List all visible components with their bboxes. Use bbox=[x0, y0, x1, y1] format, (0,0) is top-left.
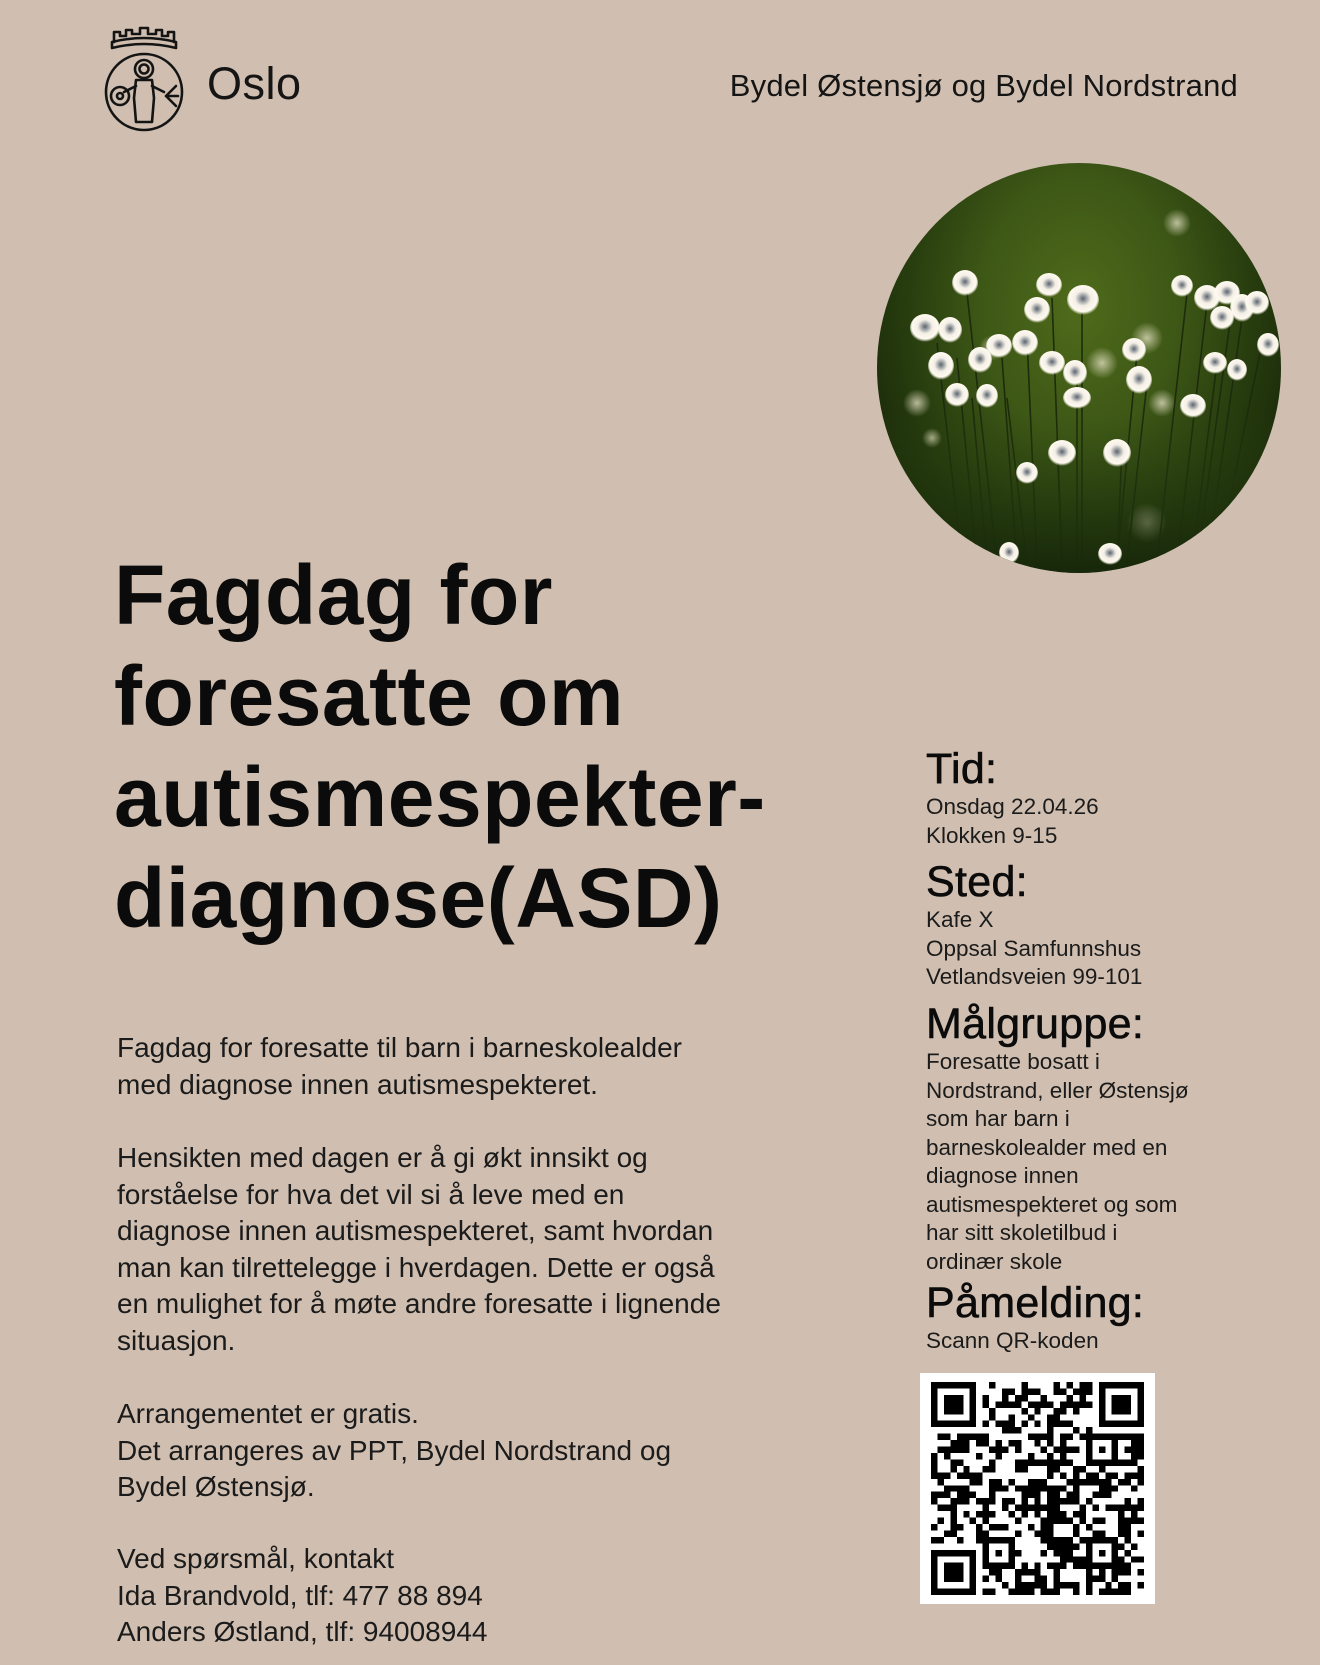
qr-code-icon bbox=[931, 1382, 1144, 1595]
text-line: Det arrangeres av PPT, Bydel Nordstrand og bbox=[117, 1434, 672, 1466]
oslo-coat-of-arms-logo bbox=[96, 22, 192, 132]
text-line: man kan tilrettelegge i hverdagen. Dette er også bbox=[117, 1251, 715, 1283]
contact-ida: Ida Brandvold, tlf: 477 88 894 bbox=[117, 1579, 483, 1611]
time-heading: Tid: bbox=[926, 745, 998, 793]
contact-anders: Anders Østland, tlf: 94008944 bbox=[117, 1616, 488, 1647]
text-line: forståelse for hva det vil si å leve med en bbox=[117, 1178, 625, 1210]
text-line: diagnose innen bbox=[926, 1163, 1079, 1188]
title-line: foresatte om bbox=[114, 649, 625, 743]
text-line: Arrangementet er gratis. bbox=[117, 1398, 419, 1429]
registration-qr-code[interactable] bbox=[920, 1373, 1155, 1604]
organizer-paragraph bbox=[117, 1396, 817, 1506]
info-time bbox=[926, 745, 1226, 850]
registration-instruction: Scann QR-koden bbox=[926, 1328, 1099, 1353]
text-line: Nordstrand, eller Østensjø bbox=[926, 1077, 1189, 1103]
place-heading: Sted: bbox=[926, 858, 1028, 906]
text-line: autismespekteret og som bbox=[926, 1191, 1178, 1217]
text-line: Bydel Østensjø. bbox=[117, 1471, 315, 1502]
title-line: diagnose(ASD) bbox=[114, 851, 723, 945]
info-place bbox=[926, 858, 1226, 992]
info-registration bbox=[926, 1279, 1226, 1356]
registration-heading: Påmelding: bbox=[926, 1279, 1145, 1327]
title-line: Fagdag for bbox=[114, 548, 553, 642]
title-line: autismespekter- bbox=[114, 750, 766, 844]
purpose-paragraph bbox=[117, 1140, 817, 1359]
text-line: Fagdag for foresatte til barn i barneskolealder bbox=[117, 1032, 682, 1063]
text-line: barneskolealder med en bbox=[926, 1134, 1168, 1160]
info-target-group bbox=[926, 1000, 1226, 1276]
text-line: med diagnose innen autismespekteret. bbox=[117, 1068, 598, 1100]
intro-paragraph bbox=[117, 1030, 817, 1103]
text-line: ordinær skole bbox=[926, 1248, 1063, 1274]
time: Klokken 9-15 bbox=[926, 822, 1058, 848]
text-line: som har barn i bbox=[926, 1106, 1070, 1131]
logo-wordmark: Oslo bbox=[207, 58, 302, 109]
building: Oppsal Samfunnshus bbox=[926, 935, 1142, 961]
text-line: diagnose innen autismespekteret, samt hvordan bbox=[117, 1215, 714, 1246]
date: Onsdag 22.04.26 bbox=[926, 794, 1099, 819]
text-line: en mulighet for å møte andre foresatte i lignende bbox=[117, 1288, 721, 1319]
target-group-heading: Målgruppe: bbox=[926, 1000, 1145, 1048]
text-line: Hensikten med dagen er å gi økt innsikt og bbox=[117, 1142, 648, 1173]
address: Vetlandsveien 99-101 bbox=[926, 964, 1143, 989]
venue: Kafe X bbox=[926, 907, 994, 932]
text-line: Ved spørsmål, kontakt bbox=[117, 1543, 395, 1574]
text-line: Foresatte bosatt i bbox=[926, 1049, 1100, 1074]
contact-paragraph bbox=[117, 1541, 817, 1651]
cotton-grass-photo bbox=[877, 163, 1281, 573]
text-line: har sitt skoletilbud i bbox=[926, 1220, 1118, 1245]
text-line: situasjon. bbox=[117, 1324, 236, 1356]
event-title bbox=[114, 545, 766, 949]
district-name: Bydel Østensjø og Bydel Nordstrand bbox=[729, 68, 1238, 103]
